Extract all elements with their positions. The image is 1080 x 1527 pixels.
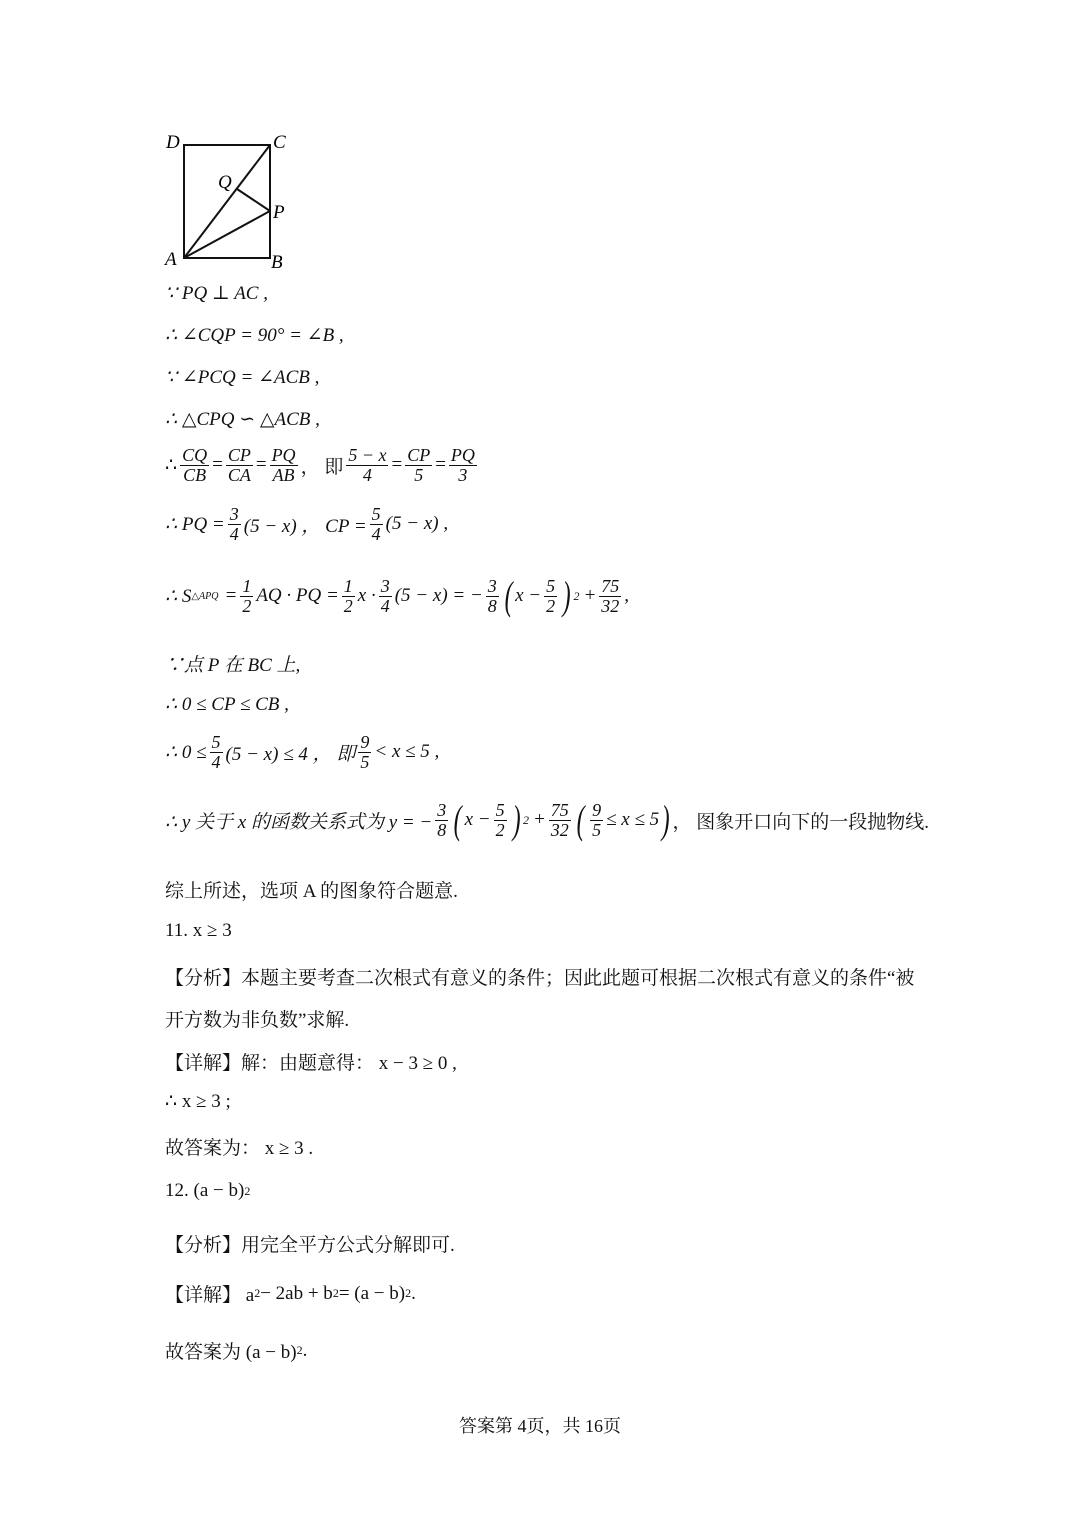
geometry-diagram [160, 128, 300, 273]
text: + [532, 809, 546, 830]
fraction: $\frac{PQ}{3}$ [450, 445, 475, 485]
line-similar-triangles: ∴ △CPQ ∽ △ACB , [165, 409, 320, 430]
superscript: 2 [296, 1343, 303, 1357]
superscript: 2 [405, 1286, 412, 1300]
text: = (a − b) [338, 1282, 406, 1304]
text: 故答案为 (a − b) [165, 1342, 297, 1363]
fraction: $\frac{9}{5}$ [592, 799, 602, 840]
left-paren: ( [504, 573, 513, 618]
superscript: 2 [522, 812, 529, 827]
text: (5 − x) , [385, 513, 449, 535]
text: 12. (a − b) [165, 1180, 245, 1201]
question-11-therefore: ∴ x ≥ 3 ; [165, 1091, 231, 1112]
question-11-analysis-1: 【分析】本题主要考查二次根式有意义的条件；因此此题可根据二次根式有意义的条件“被 [165, 968, 915, 989]
left-paren: ( [576, 797, 585, 842]
line-angle-cqp: ∴ ∠CQP = 90° = ∠B , [165, 325, 344, 346]
text: , [624, 585, 630, 606]
fraction: $\frac{5 - x}{4}$ [348, 445, 387, 485]
superscript: 2 [254, 1286, 261, 1300]
fraction: $\frac{3}{8}$ [487, 575, 497, 616]
text: < x ≤ 5 , [374, 741, 440, 763]
text: − 2ab + b [260, 1282, 333, 1304]
text: x − [464, 809, 491, 830]
line-function [165, 797, 929, 842]
text: ∴ PQ = [165, 513, 225, 535]
label-p: P [273, 202, 285, 223]
label-b: B [271, 252, 283, 273]
superscript: 2 [573, 588, 580, 603]
line-angle-pcq: ∵ ∠PCQ = ∠ACB , [165, 367, 320, 388]
text: (5 − x) ≤ 4 ， 即 [225, 743, 356, 765]
text: + [583, 585, 597, 606]
text: AQ · PQ = [256, 585, 339, 606]
text: 【详解】 a [165, 1285, 255, 1306]
text: ≤ x ≤ 5 [606, 809, 660, 830]
text: = [224, 585, 238, 606]
text: ∴ S [165, 585, 192, 607]
superscript: 2 [244, 1183, 251, 1198]
line-pq-perp-ac: ∵ PQ ⊥ AC , [165, 283, 268, 304]
line-x-range [165, 733, 439, 772]
text: ， 即 [300, 456, 344, 478]
superscript: 2 [332, 1286, 339, 1300]
fraction: $\frac{1}{2}$ [343, 575, 353, 616]
line-cp-range: ∴ 0 ≤ CP ≤ CB , [165, 694, 289, 715]
text: x · [357, 585, 376, 606]
text: ∴ y 关于 x 的函数关系式为 y = − [165, 811, 433, 833]
label-c: C [273, 132, 286, 153]
fraction: $\frac{5}{4}$ [211, 732, 221, 772]
left-paren: ( [453, 797, 462, 842]
line-point-p: ∵点 P 在 BC 上, [165, 655, 301, 676]
question-11-analysis-2: 开方数为非负数”求解. [165, 1010, 350, 1031]
label-a: A [165, 249, 177, 270]
question-11-answer: 11. x ≥ 3 [165, 920, 232, 941]
text: ∴ 0 ≤ [165, 741, 207, 763]
text: (5 − x) ， CP = [243, 515, 367, 537]
question-11-detail: 【详解】解：由题意得： x − 3 ≥ 0 , [165, 1053, 457, 1074]
fraction: $\frac{5}{2}$ [495, 799, 505, 840]
fraction: $\frac{3}{8}$ [437, 799, 447, 840]
fraction: $\frac{5}{4}$ [371, 504, 381, 544]
question-12-final [165, 1337, 307, 1364]
segment-pq [237, 189, 270, 211]
fraction: $\frac{3}{4}$ [229, 504, 239, 544]
fraction: $\frac{75}{32}$ [601, 575, 620, 616]
fraction: $\frac{9}{5}$ [360, 732, 370, 772]
text: . [411, 1282, 416, 1304]
question-11-final: 故答案为： x ≥ 3 . [165, 1138, 314, 1159]
right-paren: ) [661, 797, 670, 842]
fraction: $\frac{CP}{5}$ [407, 445, 431, 485]
fraction: $\frac{1}{2}$ [242, 575, 252, 616]
right-paren: ) [562, 573, 571, 618]
question-12-answer [165, 1180, 250, 1202]
text: (5 − x) = − [394, 585, 483, 606]
fraction: $\frac{CQ}{CB}$ [182, 445, 208, 485]
fraction: $\frac{CP}{CA}$ [227, 445, 251, 485]
therefore-symbol: ∴ [165, 454, 178, 476]
question-12-analysis: 【分析】用完全平方公式分解即可. [165, 1235, 455, 1256]
fraction: $\frac{5}{2}$ [546, 575, 556, 616]
text: x − [515, 585, 542, 606]
question-12-detail [165, 1280, 416, 1307]
subscript: △APQ [191, 590, 219, 602]
line-pq-cp [165, 505, 448, 544]
page-footer: 答案第 4页，共 16页 [459, 1416, 621, 1436]
fraction: $\frac{75}{32}$ [550, 799, 569, 840]
fraction: $\frac{3}{4}$ [380, 575, 390, 616]
line-area-formula [165, 573, 630, 618]
line-ratio: ∴ $\frac{CQ}{CB}$ = $\frac{CP}{CA}$ = $\frac{PQ}{AB}$ ， 即 $\frac{5 - x}{4}$ = $\frac{CP}{5}$ = $\frac{PQ}{3}$ [165, 445, 475, 485]
label-d: D [166, 132, 180, 153]
fraction: $\frac{PQ}{AB}$ [271, 445, 296, 485]
text: ， 图象开口向下的一段抛物线. [672, 811, 929, 833]
text: . [302, 1339, 308, 1361]
right-paren: ) [512, 797, 521, 842]
line-conclusion: 综上所述，选项 A 的图象符合题意. [165, 881, 458, 902]
segment-ap [184, 211, 270, 258]
label-q: Q [218, 172, 232, 193]
